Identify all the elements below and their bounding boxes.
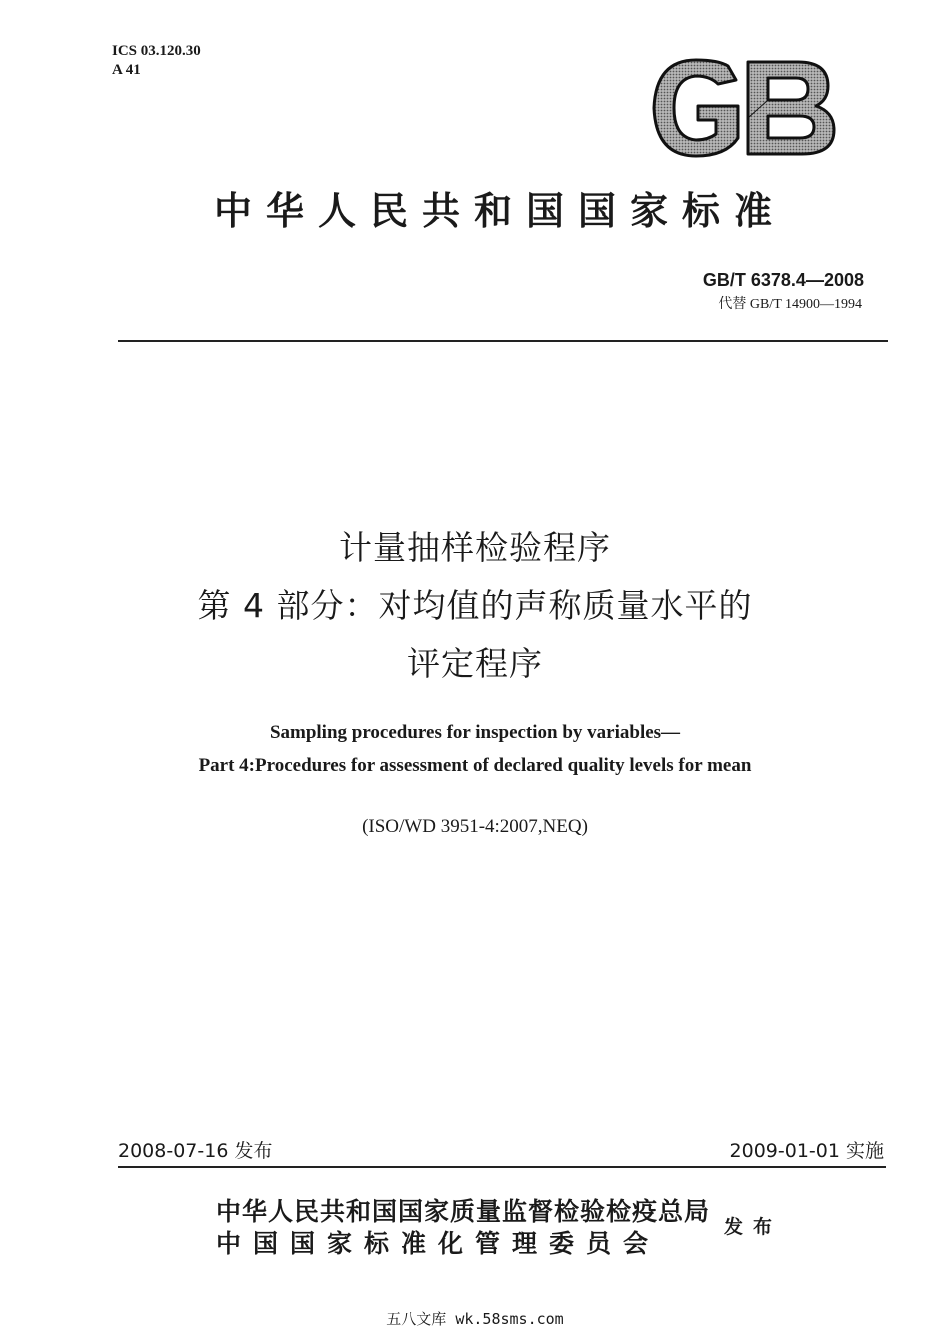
ccs-code: A 41	[112, 62, 141, 78]
gb-logo-graphic	[648, 58, 838, 158]
footer-divider	[118, 1166, 886, 1168]
replaces-standard: 代替 GB/T 14900—1994	[718, 297, 862, 312]
publish-label: 发布	[724, 1216, 783, 1238]
iso-reference: (ISO/WD 3951-4:2007,NEQ)	[362, 816, 588, 837]
chinese-title-line-3: 评定程序	[407, 644, 543, 683]
watermark-footer: 五八文库 wk.58sms.com	[386, 1310, 564, 1328]
english-title-line-2: Part 4:Procedures for assessment of declared quality levels for mean	[198, 755, 752, 776]
chinese-title-line-1: 计量抽样检验程序	[339, 528, 611, 567]
header-divider	[118, 340, 888, 342]
english-title-line-1: Sampling procedures for inspection by variables—	[269, 722, 681, 743]
gb-logo	[648, 58, 838, 158]
standard-number: GB/T 6378.4—2008	[702, 270, 864, 290]
national-standard-heading: 中华人民共和国国家标准	[213, 189, 786, 233]
effective-date: 2009-01-01 实施	[729, 1140, 884, 1162]
chinese-title-line-2: 第 4 部分：对均值的声称质量水平的	[197, 586, 753, 625]
classification-codes	[112, 42, 201, 80]
issuer-sac: 中国国家标准化管理委员会	[216, 1229, 661, 1258]
issuer-aqsiq: 中华人民共和国国家质量监督检验检疫总局	[216, 1197, 711, 1226]
issue-date: 2008-07-16 发布	[118, 1140, 273, 1162]
ics-code: ICS 03.120.30	[112, 43, 201, 59]
